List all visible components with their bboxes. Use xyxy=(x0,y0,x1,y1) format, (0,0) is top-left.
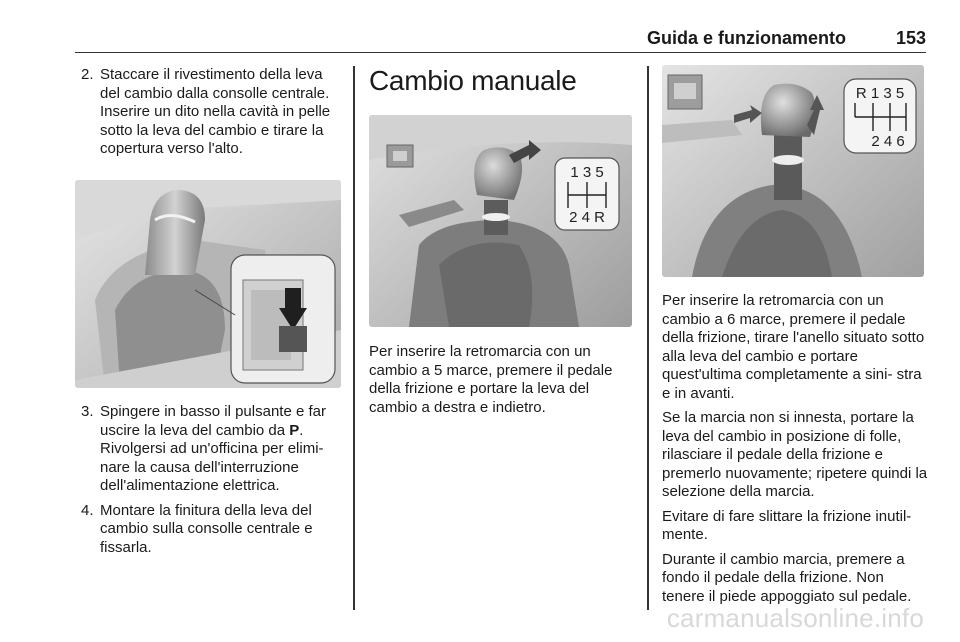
page-number: 153 xyxy=(895,28,926,48)
figure-manual-5-speed xyxy=(369,115,632,327)
manual-6-speed-paragraph: Per inserire la retromarcia con un cambio a 6 marce, premere il pedale della frizione, tirare l'anello situato sotto alla leva del cambio e portare quest'ultima completamente a sini- stra e in avanti. xyxy=(662,292,925,402)
gear-pattern-6-bottom: 2 4 6 xyxy=(871,133,905,150)
section-title: Cambio manuale xyxy=(369,65,577,96)
step-4: 4. Montare la finitura della leva del cambio sulla consolle centrale e fissarla. xyxy=(81,501,313,556)
left-column-bottom xyxy=(75,403,343,563)
column-divider-right xyxy=(647,66,649,610)
left-column-top xyxy=(75,66,343,165)
gear-position-p: P xyxy=(289,421,300,439)
gear-pattern-6-top: R 1 3 5 xyxy=(855,85,905,102)
figure-manual-6-speed xyxy=(662,65,924,277)
right-column-body xyxy=(662,292,928,612)
header-title: Guida e funzionamento xyxy=(646,28,846,48)
gear-pattern-5-bottom: 2 4 R xyxy=(569,209,605,226)
step-2: 2. Staccare il rivestimento della leva del cambio dalla consolle centrale. Inserire un dito nella cavità in pelle sotto la leva del cambio e tirare la copertura verso l'alto. xyxy=(81,66,331,157)
step-2-text: Staccare il rivestimento della leva del cambio dalla consolle centrale. Inserire un dito nella cavità in pelle sotto la leva del cambio e tirare la copertura verso l'alto. xyxy=(100,66,331,157)
watermark: carmanualsonline.info xyxy=(666,603,924,633)
clutch-pedal-paragraph: Durante il cambio marcia, premere a fondo il pedale della frizione. Non tenere il piede appoggiato sul pedale. xyxy=(662,550,912,605)
clutch-slip-paragraph: Evitare di fare slittare la frizione inutil- mente. xyxy=(662,507,912,543)
middle-column-body xyxy=(369,343,637,423)
step-3: 3. Spingere in basso il pulsante e far uscire la leva del cambio da P. Rivolgersi ad un'officina per elimi- nare la causa dell'interruzione dell'alimentazione elettrica. xyxy=(81,403,326,494)
column-divider-left xyxy=(353,66,355,610)
running-header xyxy=(75,26,926,53)
gear-not-engaging-paragraph: Se la marcia non si innesta, portare la leva del cambio in posizione di folle, rilasciare il pedale della frizione e premerlo nuovamente; ripetere quindi la selezione della marcia. xyxy=(662,409,928,500)
step-4-text: Montare la finitura della leva del cambio sulla consolle centrale e fissarla. xyxy=(100,501,313,556)
middle-column-heading xyxy=(369,65,637,97)
figure-automatic-gear-lever xyxy=(75,180,341,388)
gear-pattern-5-top: 1 3 5 xyxy=(570,164,604,181)
manual-5-speed-paragraph: Per inserire la retromarcia con un cambio a 5 marce, premere il pedale della frizione e portare la leva del cambio a destra e indietro. xyxy=(369,343,613,416)
